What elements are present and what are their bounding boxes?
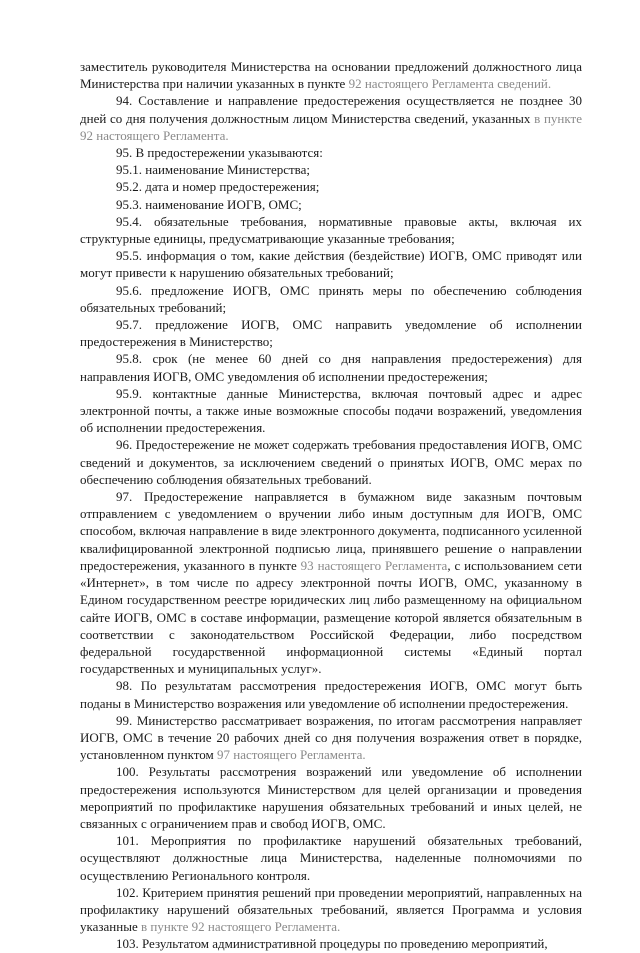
paragraph-96 [80, 436, 582, 488]
paragraph-95-8 [80, 350, 582, 384]
paragraph-103 [80, 935, 582, 952]
text-span: 95.4. обязательные требования, нормативные правовые акты, включая их структурные единицы, предусматривающие указанные требования; [80, 213, 582, 247]
paragraph-95-4 [80, 213, 582, 247]
text-span: 94. Составление и направление предостережения осуществляется не позднее 30 дней со дня получения должностным лицом Министерства сведений, указанных [80, 93, 582, 126]
paragraph-93-continuation [80, 58, 582, 92]
text-span: 103. Результатом административной процедуры по проведению мероприятий, [116, 936, 548, 952]
text-span: 98. По результатам рассмотрения предостережения ИОГВ, ОМС могут быть поданы в Министерство возражения или уведомление об исполнении предостережения. [80, 678, 582, 711]
paragraph-95-7 [80, 316, 582, 350]
paragraph-99 [80, 712, 582, 764]
text-span: 95.3. наименование ИОГВ, ОМС; [116, 196, 302, 212]
faded-reference: в пункте 92 настоящего Регламента. [80, 110, 582, 143]
text-span: 101. Мероприятия по профилактике нарушений обязательных требований, осуществляют должностные лица Министерства, наделенные полномочиями по осуществлению Регионального контроля. [80, 833, 582, 883]
text-span: , с использованием сети «Интернет», в том числе по адресу электронной почты ИОГВ, ОМС, указанному в Едином государственном реестре юридических лиц либо размещенному на официальном сайте ИОГВ, ОМС в составе информации, размещение которой является обязательным в соответствии с законодательством Российской Федерации, либо посредством федеральной государственной информационной системы «Единый портал государственных и муниципальных услуг». [80, 557, 582, 677]
paragraph-94 [80, 92, 582, 144]
text-span: 99. Министерство рассматривает возражения, по итогам рассмотрения направляет ИОГВ, ОМС в течение 20 рабочих дней со дня получения возражения ответ в порядке, установленном пунктом [80, 712, 582, 763]
paragraph-97 [80, 488, 582, 677]
text-span: 95.8. срок (не менее 60 дней со дня направления предостережения) для направления ИОГВ, ОМС уведомления об исполнении предостережения; [80, 351, 582, 384]
faded-reference: 97 настоящего Регламента. [217, 747, 366, 763]
text-span: 95. В предостережении указываются: [116, 145, 323, 161]
paragraph-102 [80, 884, 582, 936]
paragraph-95-2 [80, 178, 582, 195]
text-span: 95.5. информация о том, какие действия (бездействие) ИОГВ, ОМС приводят или могут привести к нарушению обязательных требований; [80, 248, 582, 281]
paragraph-101 [80, 832, 582, 884]
text-span: заместитель руководителя Министерства на основании предложений должностного лица Министерства при наличии указанных в пункте [80, 59, 582, 92]
faded-reference: 93 настоящего Регламента [300, 557, 448, 573]
paragraph-98 [80, 677, 582, 711]
text-span: 95.7. предложение ИОГВ, ОМС направить уведомление об исполнении предостережения в Министерство; [80, 317, 582, 350]
text-span: 100. Результаты рассмотрения возражений или уведомление об исполнении предостережения используются Министерством для целей организации и проведения мероприятий по профилактике нарушения обязательных требований и иных целей, не связанных с ограничением прав и свобод ИОГВ, ОМС. [80, 764, 582, 831]
text-span: 95.1. наименование Министерства; [116, 162, 311, 178]
text-span: 95.6. предложение ИОГВ, ОМС принять меры по обеспечению соблюдения обязательных требований; [80, 282, 582, 315]
text-span: 96. Предостережение не может содержать требования предоставления ИОГВ, ОМС сведений и документов, за исключением сведений о принятых ИОГВ, ОМС мерах по обеспечению соблюдения обязательных требований. [80, 437, 582, 487]
paragraph-95-9 [80, 385, 582, 437]
paragraph-95-5 [80, 247, 582, 281]
text-span: 95.9. контактные данные Министерства, включая почтовый адрес и адрес электронной почты, а также иные возможные способы подачи возражений, уведомления об исполнении предостережения. [80, 385, 582, 436]
text-span: 95.2. дата и номер предостережения; [116, 179, 320, 195]
paragraph-95-6 [80, 282, 582, 316]
paragraph-100 [80, 763, 582, 832]
document-page [80, 58, 582, 953]
text-span: 97. Предостережение направляется в бумажном виде заказным почтовым отправлением с уведомлением о вручении либо иным доступным для ИОГВ, ОМС способом, включая направление в виде электронного документа, подписанного усиленной квалифицированной электронной подписью лица, принявшего решение о направлении предостережения, указанного в пункте [80, 489, 582, 573]
paragraph-95 [80, 144, 582, 161]
faded-reference: 92 настоящего Регламента сведений. [348, 76, 552, 92]
faded-reference: в пункте 92 настоящего Регламента. [140, 919, 341, 935]
text-span: 102. Критерием принятия решений при проведении мероприятий, направленных на профилактику нарушений обязательных требований, является Программа и условия указанные [80, 884, 582, 935]
paragraph-95-1 [80, 161, 582, 178]
paragraph-95-3 [80, 196, 582, 213]
